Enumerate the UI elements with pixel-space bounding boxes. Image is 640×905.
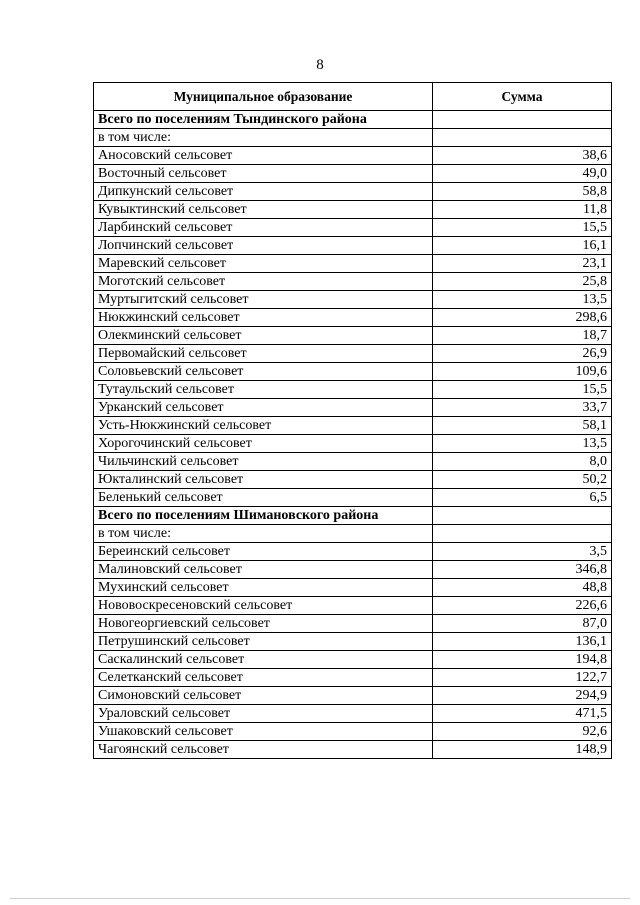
- table-row: [94, 291, 612, 309]
- amount-cell: 109,6: [433, 363, 612, 381]
- municipality-cell: Юкталинский сельсовет: [94, 471, 433, 489]
- municipality-cell: Восточный сельсовет: [94, 165, 433, 183]
- amount-cell: 23,1: [433, 255, 612, 273]
- amount-cell: [433, 507, 612, 525]
- table-row: [94, 669, 612, 687]
- column-header-municipality: Муниципальное образование: [94, 83, 433, 111]
- page-number: 8: [316, 57, 324, 73]
- municipality-cell: в том числе:: [94, 525, 433, 543]
- table-row: [94, 129, 612, 147]
- amount-cell: 16,1: [433, 237, 612, 255]
- table-body: [94, 111, 612, 759]
- amount-cell: 298,6: [433, 309, 612, 327]
- table-row: [94, 633, 612, 651]
- table-row: [94, 741, 612, 759]
- table-row: [94, 201, 612, 219]
- amount-cell: 346,8: [433, 561, 612, 579]
- table-row: [94, 273, 612, 291]
- amount-cell: 136,1: [433, 633, 612, 651]
- budget-table: [93, 82, 612, 759]
- table-row: [94, 255, 612, 273]
- amount-cell: 122,7: [433, 669, 612, 687]
- municipality-cell: Аносовский сельсовет: [94, 147, 433, 165]
- municipality-cell: Дипкунский сельсовет: [94, 183, 433, 201]
- amount-cell: 15,5: [433, 219, 612, 237]
- table-row: [94, 165, 612, 183]
- amount-cell: 6,5: [433, 489, 612, 507]
- municipality-cell: Лопчинский сельсовет: [94, 237, 433, 255]
- amount-cell: 11,8: [433, 201, 612, 219]
- scan-edge: [10, 898, 630, 899]
- municipality-cell: Беленький сельсовет: [94, 489, 433, 507]
- municipality-cell: Первомайский сельсовет: [94, 345, 433, 363]
- table-row: [94, 597, 612, 615]
- table-row: [94, 363, 612, 381]
- municipality-cell: Малиновский сельсовет: [94, 561, 433, 579]
- municipality-cell: Ушаковский сельсовет: [94, 723, 433, 741]
- column-header-amount: Сумма: [433, 83, 612, 111]
- municipality-cell: Петрушинский сельсовет: [94, 633, 433, 651]
- municipality-cell: Всего по поселениям Шимановского района: [94, 507, 433, 525]
- table-row: [94, 327, 612, 345]
- amount-cell: 148,9: [433, 741, 612, 759]
- table-row: [94, 651, 612, 669]
- municipality-cell: Чагоянский сельсовет: [94, 741, 433, 759]
- table-section-row: [94, 507, 612, 525]
- table-row: [94, 471, 612, 489]
- table-row: [94, 237, 612, 255]
- municipality-cell: Олекминский сельсовет: [94, 327, 433, 345]
- amount-cell: 194,8: [433, 651, 612, 669]
- amount-cell: [433, 525, 612, 543]
- municipality-cell: Симоновский сельсовет: [94, 687, 433, 705]
- amount-cell: [433, 111, 612, 129]
- municipality-cell: Мухинский сельсовет: [94, 579, 433, 597]
- table-row: [94, 399, 612, 417]
- amount-cell: 3,5: [433, 543, 612, 561]
- municipality-cell: Моготский сельсовет: [94, 273, 433, 291]
- municipality-cell: Кувыктинский сельсовет: [94, 201, 433, 219]
- amount-cell: 33,7: [433, 399, 612, 417]
- municipality-cell: Нововоскресеновский сельсовет: [94, 597, 433, 615]
- amount-cell: 294,9: [433, 687, 612, 705]
- amount-cell: 25,8: [433, 273, 612, 291]
- table-row: [94, 723, 612, 741]
- amount-cell: 38,6: [433, 147, 612, 165]
- municipality-cell: Ларбинский сельсовет: [94, 219, 433, 237]
- table-row: [94, 381, 612, 399]
- amount-cell: 92,6: [433, 723, 612, 741]
- municipality-cell: Саскалинский сельсовет: [94, 651, 433, 669]
- municipality-cell: Соловьевский сельсовет: [94, 363, 433, 381]
- table-row: [94, 453, 612, 471]
- table-row: [94, 183, 612, 201]
- table-row: [94, 435, 612, 453]
- table-row: [94, 489, 612, 507]
- amount-cell: 226,6: [433, 597, 612, 615]
- amount-cell: 26,9: [433, 345, 612, 363]
- table-row: [94, 579, 612, 597]
- municipality-cell: Нюкжинский сельсовет: [94, 309, 433, 327]
- amount-cell: 50,2: [433, 471, 612, 489]
- amount-cell: 58,8: [433, 183, 612, 201]
- amount-cell: 15,5: [433, 381, 612, 399]
- municipality-cell: Всего по поселениям Тындинского района: [94, 111, 433, 129]
- municipality-cell: Хорогочинский сельсовет: [94, 435, 433, 453]
- amount-cell: 87,0: [433, 615, 612, 633]
- amount-cell: 471,5: [433, 705, 612, 723]
- amount-cell: 48,8: [433, 579, 612, 597]
- table-row: [94, 147, 612, 165]
- municipality-cell: Береинский сельсовет: [94, 543, 433, 561]
- amount-cell: 8,0: [433, 453, 612, 471]
- municipality-cell: Урканский сельсовет: [94, 399, 433, 417]
- municipality-cell: Новогеоргиевский сельсовет: [94, 615, 433, 633]
- amount-cell: 58,1: [433, 417, 612, 435]
- amount-cell: [433, 129, 612, 147]
- table-row: [94, 543, 612, 561]
- amount-cell: 13,5: [433, 435, 612, 453]
- table-row: [94, 561, 612, 579]
- municipality-cell: в том числе:: [94, 129, 433, 147]
- table-row: [94, 615, 612, 633]
- municipality-cell: Тутаульский сельсовет: [94, 381, 433, 399]
- table-row: [94, 525, 612, 543]
- table-row: [94, 705, 612, 723]
- municipality-cell: Маревский сельсовет: [94, 255, 433, 273]
- table-section-row: [94, 111, 612, 129]
- municipality-cell: Муртыгитский сельсовет: [94, 291, 433, 309]
- table-header-row: [94, 83, 612, 111]
- table-row: [94, 309, 612, 327]
- municipality-cell: Селетканский сельсовет: [94, 669, 433, 687]
- table-row: [94, 687, 612, 705]
- amount-cell: 13,5: [433, 291, 612, 309]
- amount-cell: 18,7: [433, 327, 612, 345]
- municipality-cell: Ураловский сельсовет: [94, 705, 433, 723]
- municipality-cell: Чильчинский сельсовет: [94, 453, 433, 471]
- municipality-cell: Усть-Нюкжинский сельсовет: [94, 417, 433, 435]
- table-row: [94, 345, 612, 363]
- table-row: [94, 417, 612, 435]
- amount-cell: 49,0: [433, 165, 612, 183]
- table-row: [94, 219, 612, 237]
